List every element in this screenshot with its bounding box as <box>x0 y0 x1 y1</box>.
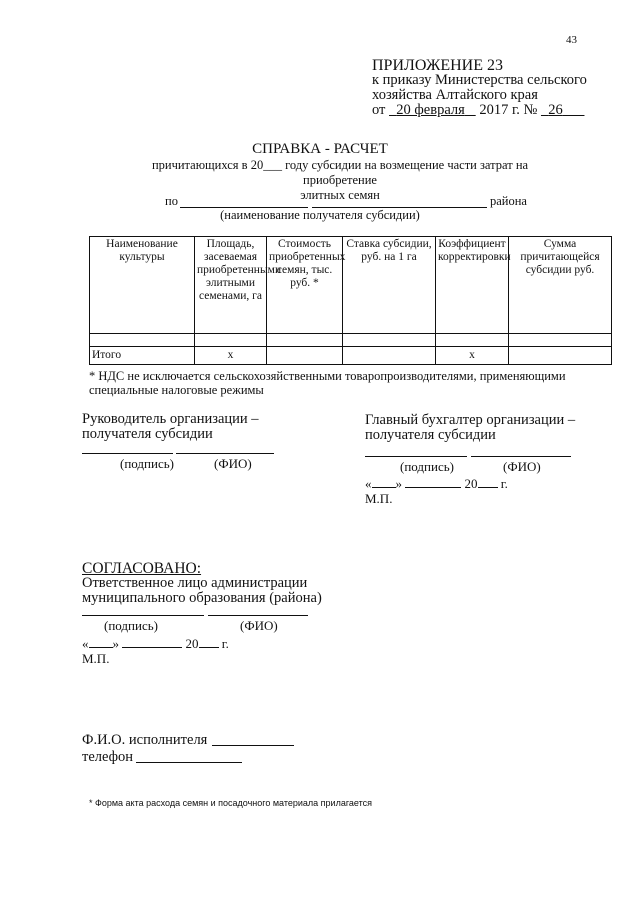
approval-block <box>82 561 322 606</box>
vat-note: * НДС не исключается сельскохозяйственными товаропроизводителями, применяющими специальные налоговые режимы <box>89 369 566 397</box>
total-coefficient: х <box>436 347 509 365</box>
approval-line2: муниципального образования (района) <box>82 590 322 606</box>
date-close-quote: » <box>395 476 402 491</box>
po-label: по <box>165 194 178 208</box>
date-close-quote: » <box>112 636 119 651</box>
approval-sign-label: (подпись) <box>104 618 158 633</box>
total-sum <box>509 347 612 365</box>
head-title <box>82 412 259 442</box>
accountant-stamp: М.П. <box>365 491 393 506</box>
page-number: 43 <box>566 34 577 46</box>
document-title: СПРАВКА - РАСЧЕТ <box>252 141 388 157</box>
head-sign-line <box>82 453 173 454</box>
appendix-line1: к приказу Министерства сельского <box>372 72 587 88</box>
year-prefix: 20 <box>185 636 199 651</box>
total-area: х <box>195 347 267 365</box>
appendix-header <box>372 58 587 118</box>
executor-phone-line <box>136 762 242 763</box>
order-date-value: 20 февраля <box>396 102 465 118</box>
date-open-quote: « <box>365 476 372 491</box>
subtitle-line2: элитных семян <box>300 188 380 202</box>
accountant-title <box>365 413 575 443</box>
table-row <box>90 334 612 347</box>
approval-fio-label: (ФИО) <box>240 618 278 633</box>
accountant-title-line2: получателя субсидии <box>365 427 496 443</box>
year-suffix: г. <box>221 636 229 651</box>
approval-stamp: М.П. <box>82 651 110 666</box>
order-number <box>541 102 585 118</box>
total-label: Итого <box>90 347 195 365</box>
header-crop: Наименование культуры <box>90 237 195 334</box>
order-year: 2017 г. № <box>479 102 538 118</box>
appendix-date-line <box>372 103 587 118</box>
approval-date <box>82 636 229 652</box>
total-rate <box>343 347 436 365</box>
accountant-fio-label: (ФИО) <box>503 459 541 474</box>
accountant-date <box>365 476 508 492</box>
head-title-line1: Руководитель организации – <box>82 411 259 427</box>
appendix-line2: хозяйства Алтайского края <box>372 87 538 103</box>
header-rate: Ставка субсидии, руб. на 1 га <box>343 237 436 334</box>
executor-phone-label: телефон <box>82 749 134 765</box>
order-date <box>389 102 476 118</box>
head-fio-line <box>176 453 274 454</box>
year-suffix: г. <box>500 476 508 491</box>
header-area: Площадь, засеваемая приобретенными элитными семенами, га <box>195 237 267 334</box>
approval-sign-line <box>82 615 204 616</box>
recipient-hint: (наименование получателя субсидии) <box>220 208 420 222</box>
appendix-title: ПРИЛОЖЕНИЕ 23 <box>372 57 504 74</box>
date-open-quote: « <box>82 636 89 651</box>
accountant-title-line1: Главный бухгалтер организации – <box>365 412 576 428</box>
accountant-sign-label: (подпись) <box>400 459 454 474</box>
header-cost: Стоимость приобретенных семян, тыс. руб. * <box>267 237 343 334</box>
head-sign-label: (подпись) <box>120 456 174 471</box>
head-title-line2: получателя субсидии <box>82 426 213 442</box>
accountant-fio-line <box>471 456 571 457</box>
from-label: от <box>372 102 386 118</box>
approval-heading: СОГЛАСОВАНО: <box>82 560 202 577</box>
footnote: * Форма акта расхода семян и посадочного материала прилагается <box>89 798 373 808</box>
approval-line1: Ответственное лицо администрации <box>82 575 308 591</box>
rayona-label: района <box>490 194 527 208</box>
table-header-row <box>90 237 612 334</box>
head-fio-label: (ФИО) <box>214 456 252 471</box>
header-sum: Сумма причитающейся субсидии руб. <box>509 237 612 334</box>
accountant-sign-line <box>365 456 467 457</box>
executor-fio-line <box>212 745 294 746</box>
executor-fio-label: Ф.И.О. исполнителя <box>82 732 208 748</box>
calculation-table <box>89 236 612 365</box>
order-number-value: 26 <box>548 102 563 118</box>
table-total-row <box>90 347 612 365</box>
year-prefix: 20 <box>464 476 478 491</box>
total-cost <box>267 347 343 365</box>
approval-fio-line <box>208 615 308 616</box>
header-coefficient: Коэффициент корректировки <box>436 237 509 334</box>
subtitle-line1: причитающихся в 20___ году субсидии на возмещение части затрат на приобретение <box>151 158 529 187</box>
